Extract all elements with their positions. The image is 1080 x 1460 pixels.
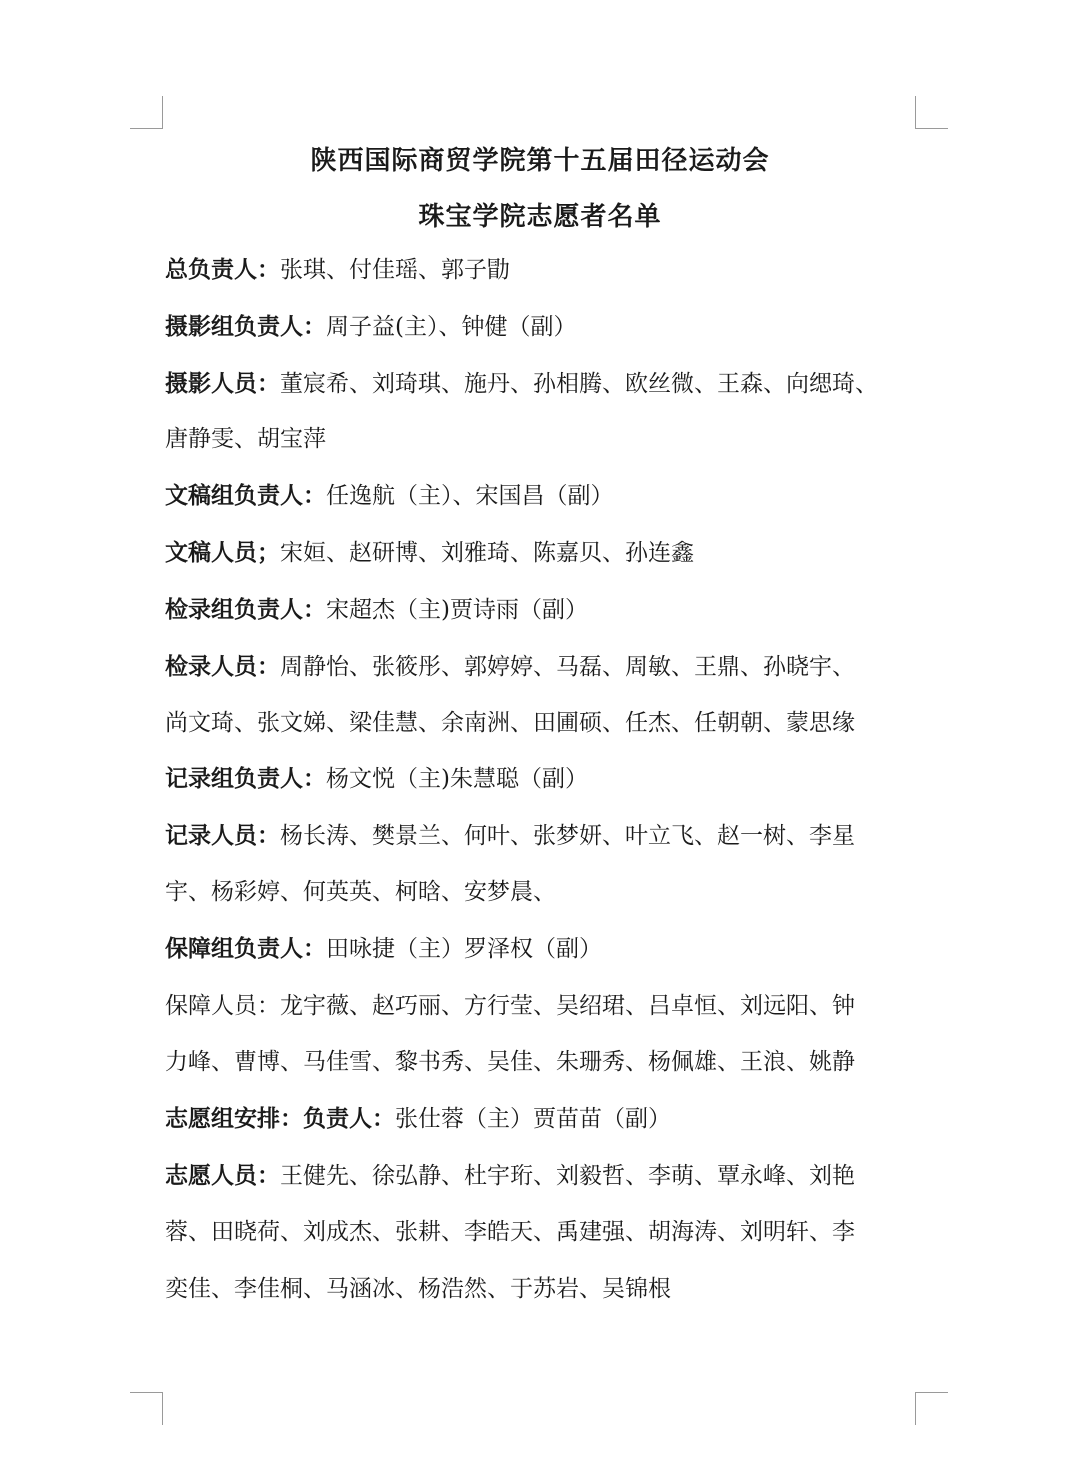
- list-item-text: 蓉、田晓荷、刘成杰、张耕、李皓天、禹建强、胡海涛、刘明轩、李: [165, 1219, 855, 1245]
- list-item-text: 任逸航（主）、宋国昌（副）: [326, 483, 614, 509]
- list-item: [165, 1160, 935, 1192]
- list-item-label: 文稿组负责人：: [165, 482, 326, 509]
- list-item-label: 志愿人员：: [165, 1162, 280, 1189]
- list-item: [165, 990, 935, 1022]
- list-item-text: 王健先、徐弘静、杜宇珩、刘毅哲、李萌、覃永峰、刘艳: [280, 1163, 855, 1189]
- list-item: [165, 480, 935, 512]
- page-subtitle: 珠宝学院志愿者名单: [418, 202, 662, 232]
- list-item-label: 检录人员：: [165, 653, 280, 680]
- list-item-text: 龙宇薇、赵巧丽、方行莹、吴绍珺、吕卓恒、刘远阳、钟: [280, 993, 855, 1019]
- list-item-text: 周静怡、张筱彤、郭婷婷、马磊、周敏、王鼎、孙晓宇、: [280, 654, 855, 680]
- list-item: [165, 1216, 935, 1248]
- list-item: [165, 537, 935, 569]
- list-item-label: 检录组负责人：: [165, 596, 326, 623]
- list-item-text: 田咏捷（主）罗泽权（副）: [326, 936, 602, 962]
- list-item-label: 保障人员：: [165, 993, 280, 1019]
- list-item-text: 奕佳、李佳桐、马涵冰、杨浩然、于苏岩、吴锦根: [165, 1276, 671, 1302]
- list-item-text: 周子益(主）、钟健（副）: [326, 314, 577, 340]
- list-item-text: 唐静雯、胡宝萍: [165, 426, 326, 452]
- page-title: 陕西国际商贸学院第十五届田径运动会: [310, 146, 770, 176]
- list-item: [165, 876, 935, 908]
- list-item: [165, 311, 935, 343]
- list-item: [165, 763, 935, 795]
- list-item: [165, 1103, 935, 1135]
- list-item: [165, 1046, 935, 1078]
- page-corner-mark-top-right: [915, 96, 948, 129]
- list-item-text: 张仕蓉（主）贾苗苗（副）: [395, 1106, 671, 1132]
- list-item-text: 宋超杰（主)贾诗雨（副）: [326, 597, 588, 623]
- list-item-text: 宇、杨彩婷、何英英、柯晗、安梦晨、: [165, 879, 556, 905]
- list-item: [165, 423, 935, 455]
- list-item-label: 记录人员：: [165, 822, 280, 849]
- list-item-label: 摄影人员：: [165, 370, 280, 397]
- list-item: [165, 594, 935, 626]
- list-item-text: 尚文琦、张文娣、梁佳慧、余南洲、田圃硕、任杰、任朝朝、蒙思缘: [165, 710, 855, 736]
- list-item-text: 董宸希、刘琦琪、施丹、孙相腾、欧丝微、王森、向缌琦、: [280, 371, 878, 397]
- list-item-label: 摄影组负责人：: [165, 313, 326, 340]
- list-item: [165, 254, 935, 286]
- list-item-text: 张琪、付佳瑶、郭子勖: [280, 257, 510, 283]
- list-item-label: 志愿组安排：负责人：: [165, 1105, 395, 1132]
- list-item: [165, 820, 935, 852]
- page-corner-mark-bottom-left: [130, 1392, 163, 1425]
- list-item-label: 总负责人：: [165, 256, 280, 283]
- list-item-text: 宋姮、赵研博、刘雅琦、陈嘉贝、孙连鑫: [280, 540, 694, 566]
- list-item-label: 记录组负责人：: [165, 765, 326, 792]
- list-item-text: 力峰、曹博、马佳雪、黎书秀、吴佳、朱珊秀、杨佩雄、王浪、姚静: [165, 1049, 855, 1075]
- list-item: [165, 933, 935, 965]
- list-item-label: 文稿人员；: [165, 539, 280, 566]
- list-item: [165, 707, 935, 739]
- list-item: [165, 1273, 935, 1305]
- list-item-text: 杨长涛、樊景兰、何叶、张梦妍、叶立飞、赵一树、李星: [280, 823, 855, 849]
- page-corner-mark-top-left: [130, 96, 163, 129]
- list-item: [165, 651, 935, 683]
- list-item: [165, 368, 935, 400]
- list-item-text: 杨文悦（主)朱慧聪（副）: [326, 766, 588, 792]
- list-item-label: 保障组负责人：: [165, 935, 326, 962]
- page-corner-mark-bottom-right: [915, 1392, 948, 1425]
